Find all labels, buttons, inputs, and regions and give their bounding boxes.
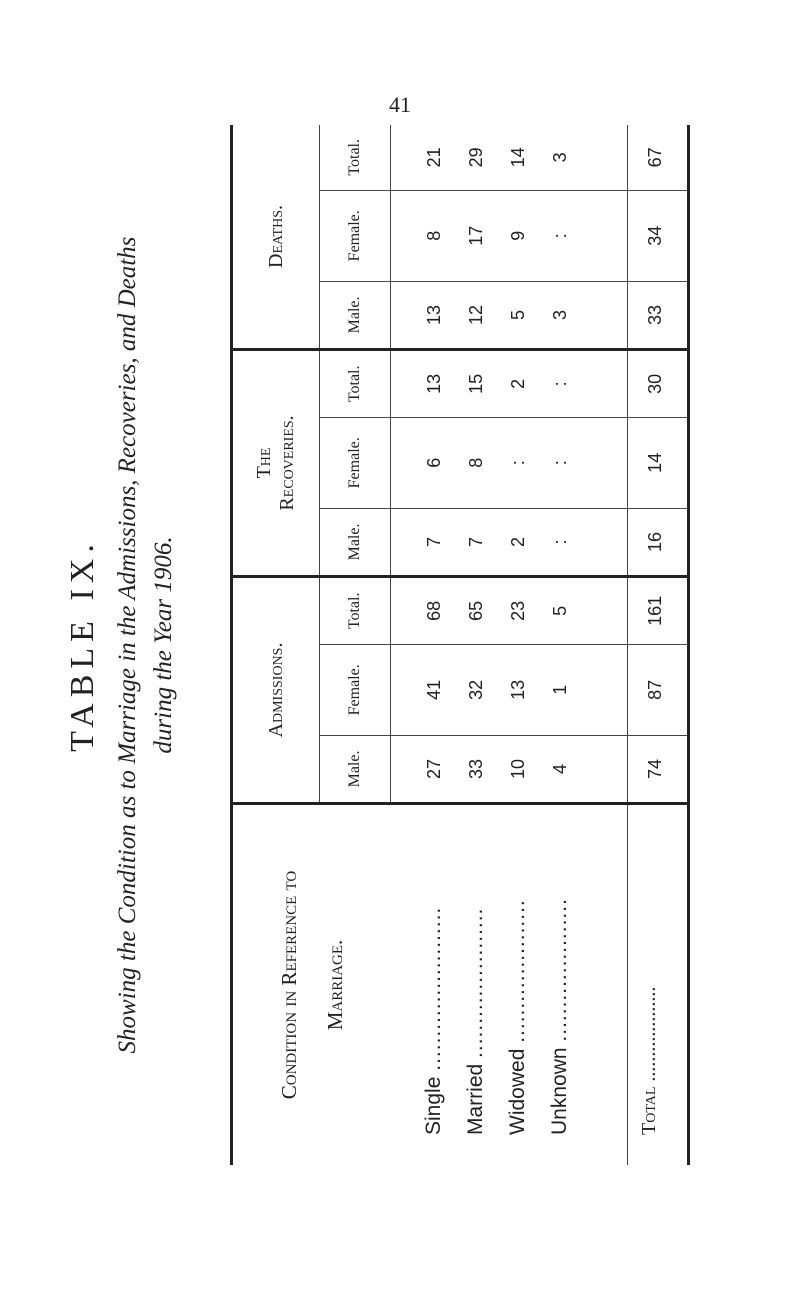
dth-total-column: 21 29 14 3: [391, 125, 628, 190]
rec-male-header: Male.: [320, 508, 391, 576]
recoveries-header-line-2: Recoveries.: [276, 415, 298, 511]
table-row-label: Widowed .....................: [505, 899, 529, 1135]
rec-total-column: 13 15 2 :: [391, 349, 628, 417]
total-dth-male: 33: [628, 281, 689, 349]
adm-total-header: Total.: [320, 576, 391, 644]
total-row-label: Total ...................: [628, 804, 689, 1166]
subtitle-line-1: Showing the Condition as to Marriage in the Admissions, Recoveries, and Deaths: [114, 236, 141, 1054]
page-number: 41: [389, 92, 411, 117]
dth-male-column: 13 12 5 3: [391, 281, 628, 349]
rec-male-column: 7 7 2 :: [391, 508, 628, 576]
total-rec-male: 16: [628, 508, 689, 576]
recoveries-header-line-1: The: [253, 447, 275, 479]
table-subtitle: [110, 105, 182, 1185]
row-labels: [391, 804, 628, 1166]
dth-female-column: 8 17 9 :: [391, 190, 628, 281]
adm-male-column: 27 33 10 4: [391, 735, 628, 803]
marriage-table: [230, 125, 690, 1165]
rec-total-header: Total.: [320, 349, 391, 417]
total-adm-male: 74: [628, 735, 689, 803]
total-adm-total: 161: [628, 576, 689, 644]
condition-header-line-2: Marriage.: [322, 939, 347, 1031]
total-dth-total: 67: [628, 125, 689, 190]
dth-male-header: Male.: [320, 281, 391, 349]
table-row-label: Single ........................: [421, 906, 445, 1135]
subtitle-line-2: during the Year 1906.: [150, 536, 177, 754]
condition-header-line-1: Condition in Reference to: [276, 870, 301, 1100]
table-title: TABLE IX.: [64, 538, 101, 752]
rec-female-column: 6 8 : :: [391, 417, 628, 508]
dth-female-header: Female.: [320, 190, 391, 281]
table-row-label: Unknown .....................: [547, 898, 571, 1135]
admissions-header: Admissions.: [232, 576, 320, 803]
table-row-label: Married ......................: [463, 907, 487, 1135]
recoveries-header: [232, 349, 320, 576]
adm-female-header: Female.: [320, 644, 391, 735]
deaths-header: Deaths.: [232, 125, 320, 349]
dth-total-header: Total.: [320, 125, 391, 190]
total-rec-female: 14: [628, 417, 689, 508]
adm-total-column: 68 65 23 5: [391, 576, 628, 644]
rotated-table-block: [60, 105, 750, 1185]
adm-male-header: Male.: [320, 735, 391, 803]
adm-female-column: 41 32 13 1: [391, 644, 628, 735]
rec-female-header: Female.: [320, 417, 391, 508]
condition-header: [232, 804, 391, 1166]
total-adm-female: 87: [628, 644, 689, 735]
total-dth-female: 34: [628, 190, 689, 281]
total-rec-total: 30: [628, 349, 689, 417]
